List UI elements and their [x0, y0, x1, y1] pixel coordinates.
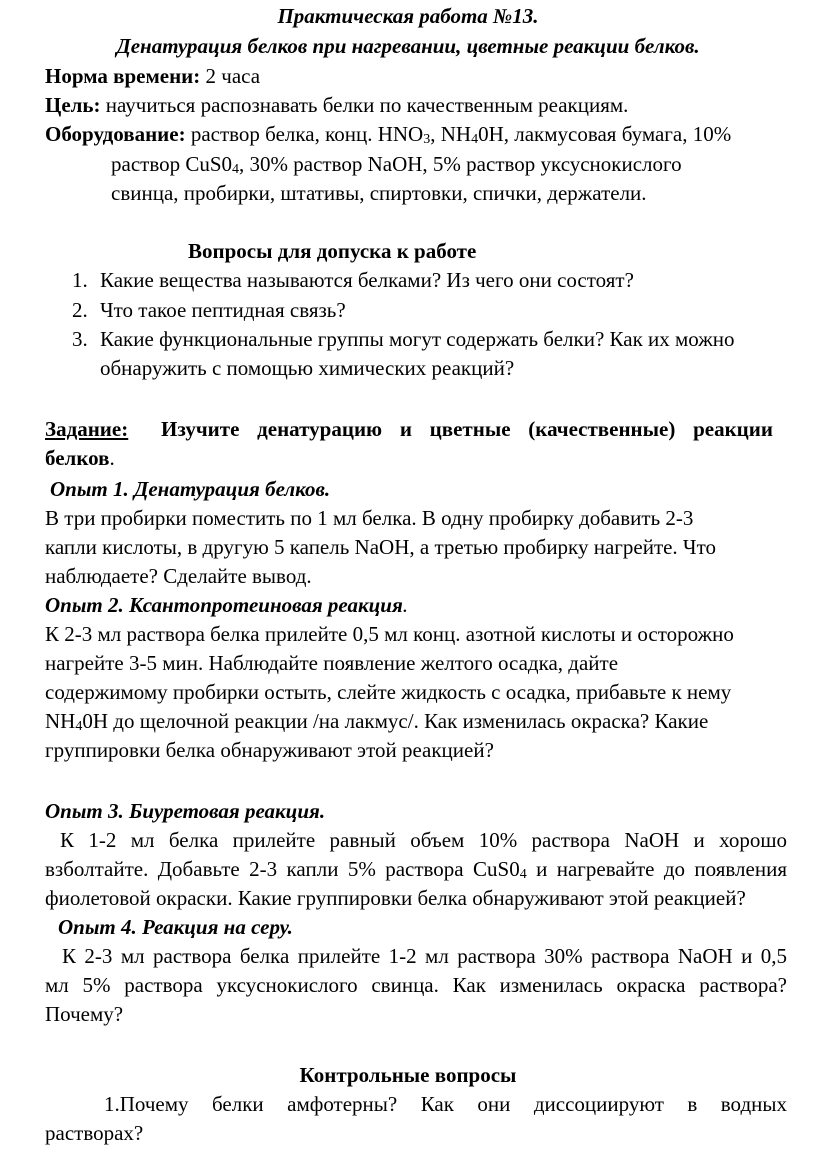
- goal-label: Цель:: [45, 93, 101, 117]
- experiment-4-line-1: К 2-3 мл раствора белка прилейте 1-2 мл раствора 30% раствора NaOH и 0,5: [62, 944, 787, 968]
- experiment-3-line-3: фиолетовой окраски. Какие группировки белка обнаруживают этой реакцией?: [45, 886, 746, 910]
- experiment-4-line-2: мл 5% раствора уксуснокислого свинца. Как изменилась окраска раствора?: [45, 973, 787, 997]
- goal-value: научиться распознавать белки по качественным реакциям.: [100, 93, 629, 117]
- task-text: Изучите денатурацию и цветные (качественные) реакции: [161, 417, 773, 441]
- goal-line: [45, 91, 628, 119]
- experiment-3-title: Опыт 3. Биуретовая реакция.: [45, 799, 326, 823]
- experiment-1-title: Опыт 1. Денатурация белков.: [50, 477, 331, 501]
- equipment-label: Оборудование:: [45, 122, 186, 146]
- question-3: 3. Какие функциональные группы могут содержать белки? Как их можно: [72, 327, 735, 351]
- question-2: 2. Что такое пептидная связь?: [72, 298, 346, 322]
- experiment-2-line-3: содержимому пробирки остыть, слейте жидкость с осадка, прибавьте к нему: [45, 680, 732, 704]
- experiment-1-line-3: наблюдаете? Сделайте вывод.: [45, 564, 312, 588]
- experiment-2-line-5: группировки белка обнаруживают этой реакцией?: [45, 738, 494, 762]
- experiment-4-title: Опыт 4. Реакция на серу.: [58, 915, 293, 939]
- task-line-1: [45, 415, 787, 443]
- time-label: Норма времени:: [45, 64, 201, 88]
- equipment-line-2: раствор $CuS0_4$, 30% раствор NaOH, 5% раствор уксуснокислого: [111, 152, 682, 177]
- question-1: 1. Какие вещества называются белками? Из чего они состоят?: [72, 268, 634, 292]
- control-question-1-continued: растворах?: [45, 1121, 144, 1145]
- experiment-4-line-3: Почему?: [45, 1002, 124, 1026]
- equipment-line-3: свинца, пробирки, штативы, спиртовки, спички, держатели.: [111, 181, 647, 205]
- document-title: Практическая работа №13.: [277, 4, 539, 28]
- experiment-2-line-4: $NH_40H$ до щелочной реакции /на лакмус/. Как изменилась окраска? Какие: [45, 709, 709, 734]
- experiment-2-line-2: нагрейте 3-5 мин. Наблюдайте появление желтого осадка, дайте: [45, 651, 619, 675]
- experiment-2-title: Опыт 2. Ксантопротеиновая реакция.: [45, 593, 409, 617]
- time-value: 2 часа: [200, 64, 261, 88]
- question-3-continued: обнаружить с помощью химических реакций?: [100, 356, 515, 380]
- experiment-1-line-2: капли кислоты, в другую 5 капель NaOH, а третью пробирку нагрейте. Что: [45, 535, 716, 559]
- experiment-3-line-2: взболтайте. Добавьте 2-3 капли 5% раствора $CuS0_4$ и нагревайте до появления: [45, 857, 787, 882]
- task-label: Задание:: [45, 417, 129, 441]
- experiment-3-line-1: К 1-2 мл белка прилейте равный объем 10% раствора NaOH и хорошо: [60, 828, 787, 852]
- task-line-2: белков.: [45, 446, 115, 470]
- control-questions-heading: Контрольные вопросы: [299, 1063, 517, 1087]
- questions-heading: Вопросы для допуска к работе: [188, 239, 477, 263]
- control-question-1: 1.Почему белки амфотерны? Как они диссоциируют в водных: [104, 1092, 787, 1116]
- time-line: [45, 62, 260, 90]
- equipment-line-1: Оборудование: раствор белка, конц. $HNO_3$, $NH_40H$, лакмусовая бумага, 10%: [45, 122, 732, 147]
- experiment-1-line-1: В три пробирки поместить по 1 мл белка. В одну пробирку добавить 2-3: [45, 506, 694, 530]
- document-subtitle: Денатурация белков при нагревании, цветные реакции белков.: [116, 34, 700, 58]
- experiment-2-line-1: К 2-3 мл раствора белка прилейте 0,5 мл конц. азотной кислоты и осторожно: [45, 622, 734, 646]
